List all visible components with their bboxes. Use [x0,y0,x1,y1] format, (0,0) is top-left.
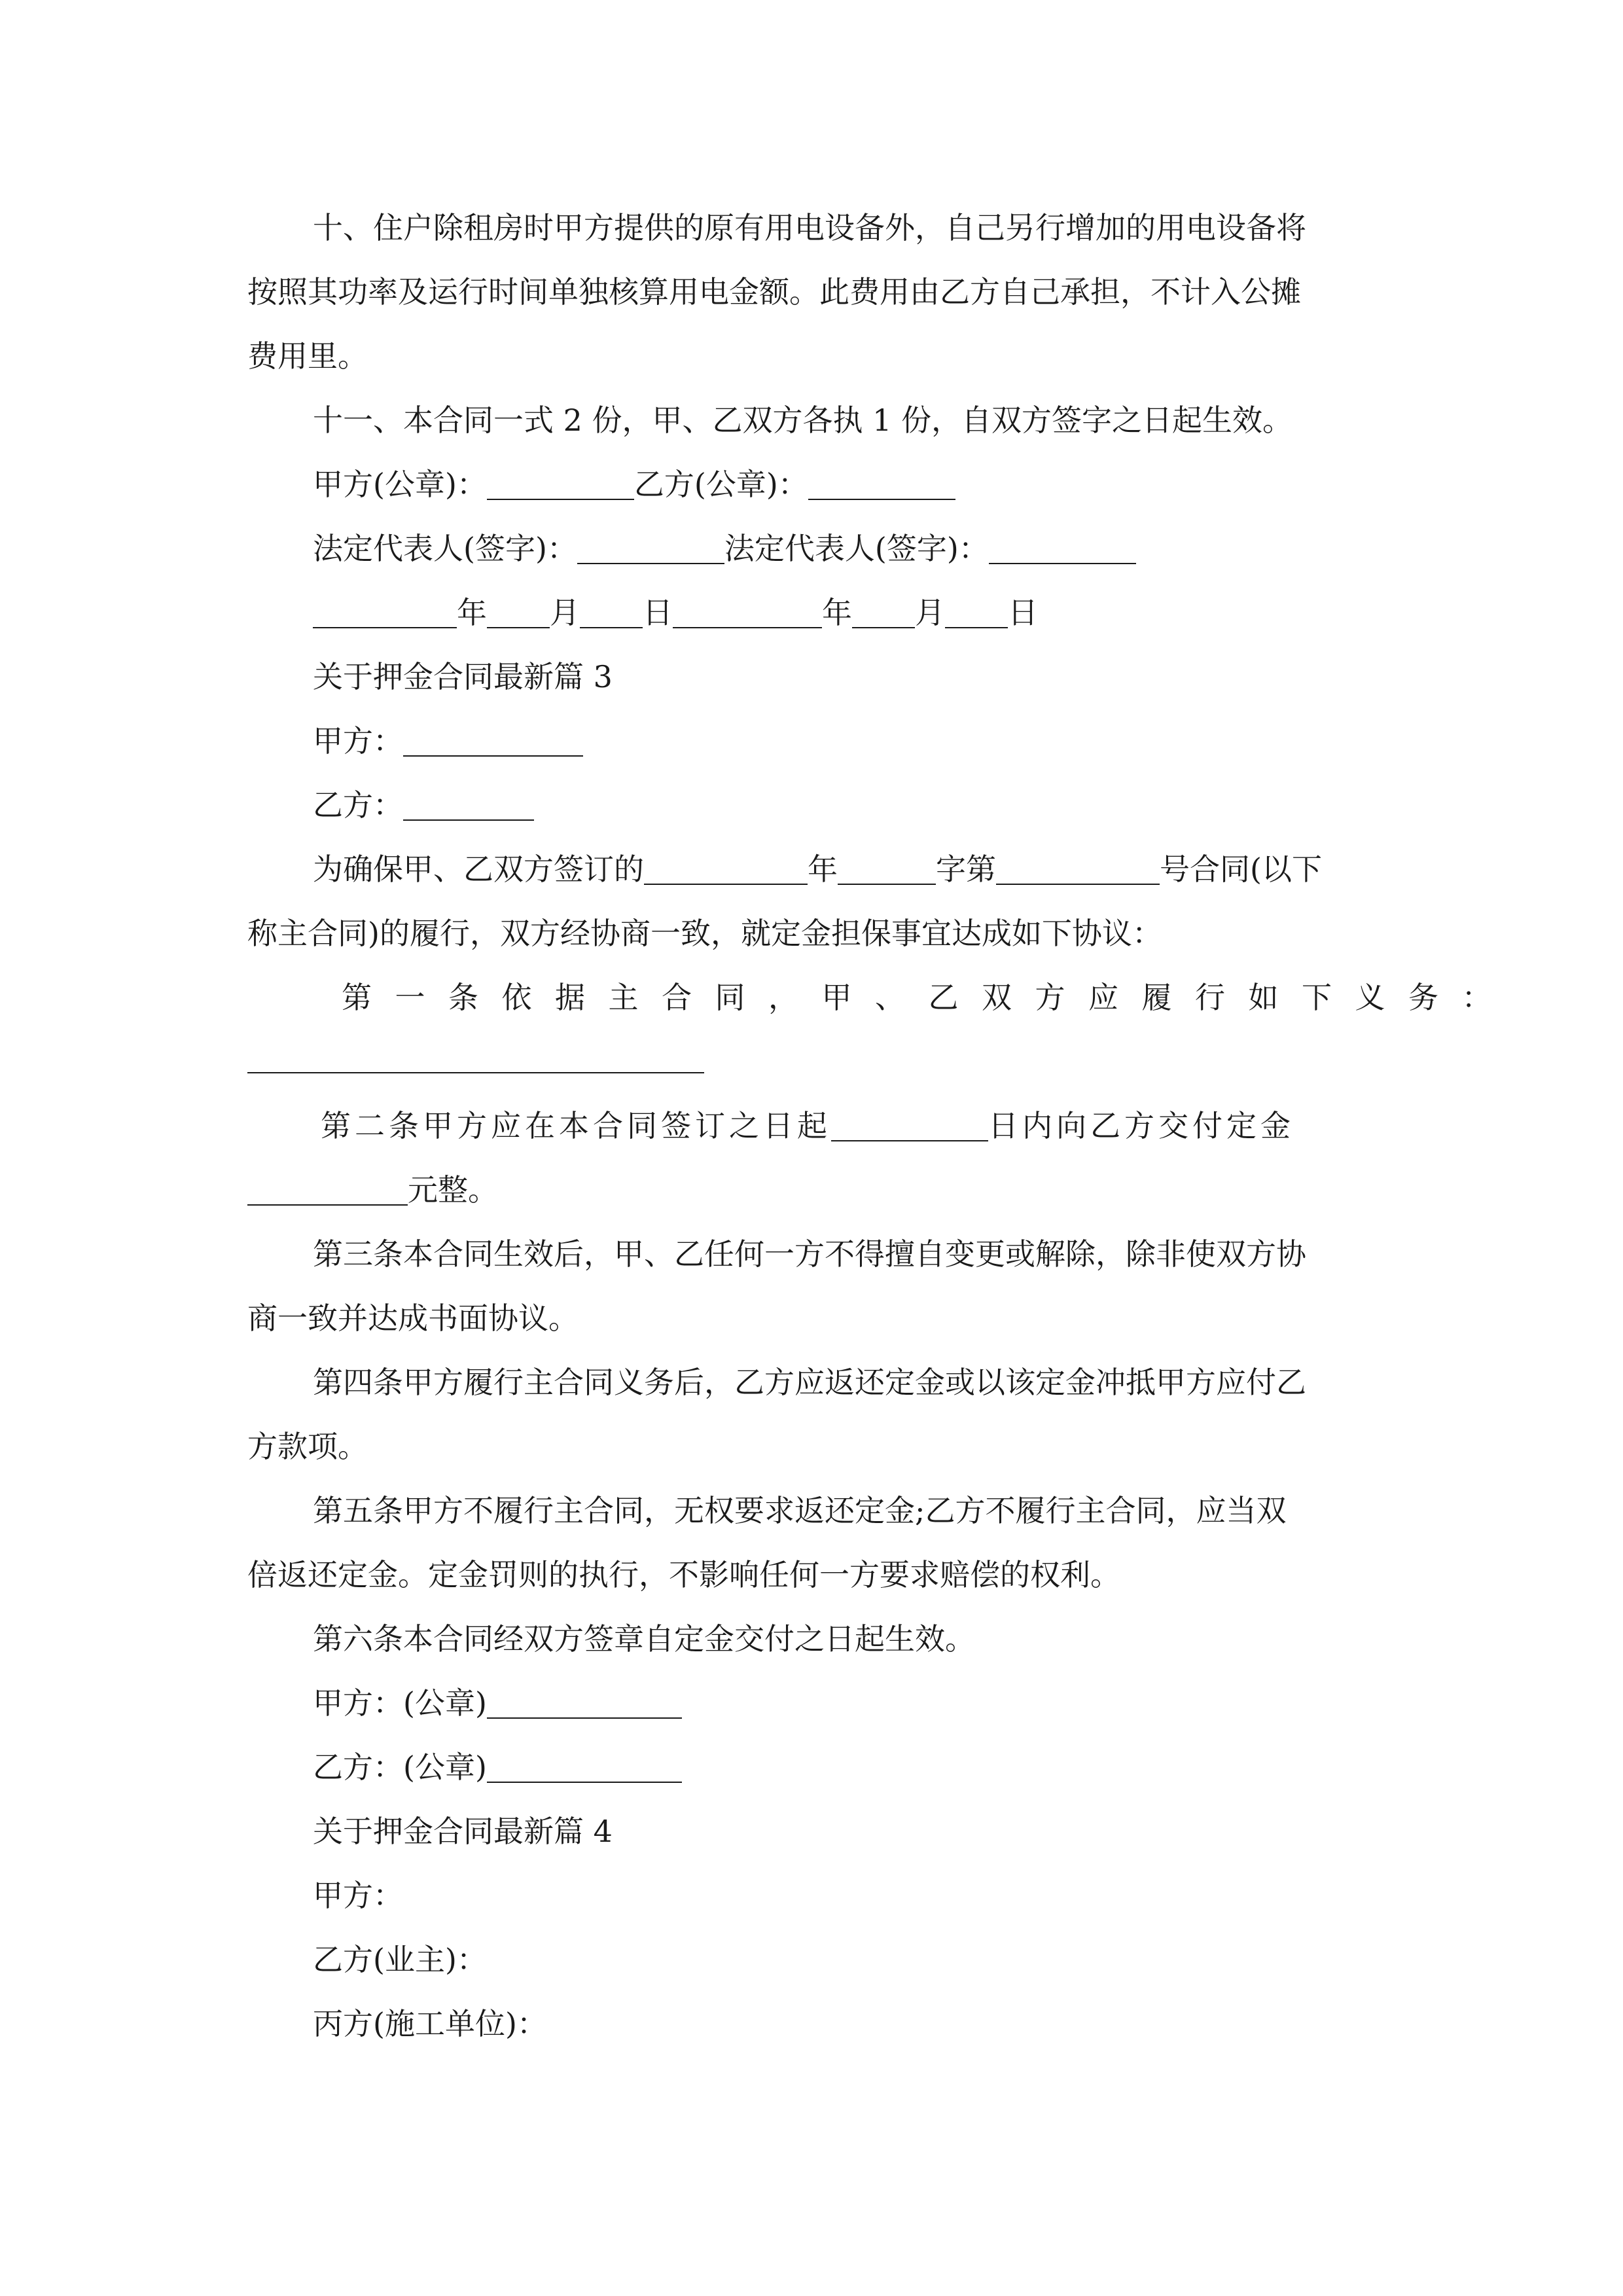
signature-row-representative [313,529,1136,568]
s3-sign-b-label: 乙方：(公章) [313,1749,487,1785]
article-5-line-2: 倍返还定金。定金罚则的执行，不影响任何一方要求赔偿的权利。 [247,1557,1120,1592]
article-1: 第一条依据主合同，甲、乙双方应履行如下义务： [342,980,1515,1015]
article-3-line-2: 商一致并达成书面协议。 [247,1300,579,1336]
party-a-rep-label: 法定代表人(签字)： [313,531,577,566]
s3-intro-line-2: 称主合同)的履行，双方经协商一致，就定金担保事宜达成如下协议： [247,916,1162,951]
article-2-days-blank[interactable] [831,1111,988,1141]
article-1-blank[interactable] [247,1072,704,1073]
paragraph-10-line-1: 十、住户除租房时甲方提供的原有用电设备外，自己另行增加的用电设备将 [313,210,1306,245]
paragraph-11: 十一、本合同一式 2 份，甲、乙双方各执 1 份，自双方签字之日起生效。 [313,403,1293,438]
date-b-year-blank[interactable] [673,598,822,628]
article-2-text-3: 元整。 [408,1172,498,1208]
s4-party-c: 丙方(施工单位)： [313,2006,547,2041]
article-2-text-2: 日内向乙方交付定金 [988,1108,1294,1143]
s3-party-a-label: 甲方： [313,723,403,759]
date-row [313,593,1038,632]
s3-party-b-label: 乙方： [313,787,403,823]
paragraph-10-line-3: 费用里。 [247,338,368,374]
s3-party-b-row [313,785,534,825]
date-a-year-blank[interactable] [313,598,457,628]
article-5-line-1: 第五条甲方不履行主合同，无权要求返还定金;乙方不履行主合同，应当双 [313,1493,1287,1528]
party-b-seal-blank[interactable] [808,470,955,500]
date-a-month-label: 月 [550,595,580,630]
paragraph-10-line-2: 按照其功率及运行时间单独核算用电金额。此费用由乙方自己承担，不计入公摊 [247,274,1301,310]
s3-intro-line-1 [313,850,1322,889]
article-2-text-1: 第二条甲方应在本合同签订之日起 [321,1108,831,1143]
date-b-month-label: 月 [915,595,945,630]
s3-sign-a-blank[interactable] [487,1689,682,1719]
s4-party-b: 乙方(业主)： [313,1942,487,1977]
party-a-rep-blank[interactable] [577,534,724,564]
s3-sign-b-row [313,1748,682,1787]
article-6: 第六条本合同经双方签章自定金交付之日起生效。 [313,1621,975,1657]
s3-sign-a-row [313,1683,682,1723]
article-4-line-1: 第四条甲方履行主合同义务后，乙方应返还定金或以该定金冲抵甲方应付乙 [313,1365,1306,1400]
s3-sign-b-blank[interactable] [487,1753,682,1783]
party-a-seal-label: 甲方(公章)： [313,467,487,502]
s3-intro-text-3: 字第 [936,852,996,887]
s3-intro-text-2: 年 [808,852,838,887]
s3-intro-text-1: 为确保甲、乙双方签订的 [313,852,644,887]
s3-party-a-blank[interactable] [403,726,583,757]
signature-row-seal [313,465,955,504]
date-b-day-blank[interactable] [945,598,1008,628]
party-b-seal-label: 乙方(公章)： [633,467,808,502]
s3-contract-year-blank[interactable] [644,855,808,885]
s3-contract-number-blank[interactable] [996,855,1160,885]
section-3-title: 关于押金合同最新篇 3 [313,659,613,694]
s3-party-b-blank[interactable] [403,791,534,821]
s3-party-a-row [313,721,583,761]
date-a-day-blank[interactable] [580,598,643,628]
article-2-line-1 [321,1106,1294,1145]
s4-party-a: 甲方： [313,1878,403,1913]
date-b-month-blank[interactable] [852,598,915,628]
article-2-amount-blank[interactable] [247,1175,408,1206]
date-a-year-label: 年 [457,595,487,630]
date-a-month-blank[interactable] [487,598,550,628]
date-a-day-label: 日 [643,595,673,630]
party-a-seal-blank[interactable] [487,470,634,500]
article-4-line-2: 方款项。 [247,1429,368,1464]
party-b-rep-blank[interactable] [989,534,1136,564]
party-b-rep-label: 法定代表人(签字)： [724,531,989,566]
date-b-day-label: 日 [1008,595,1038,630]
article-3-line-1: 第三条本合同生效后，甲、乙任何一方不得擅自变更或解除，除非使双方协 [313,1236,1306,1272]
article-2-line-2 [247,1170,498,1210]
s3-sign-a-label: 甲方：(公章) [313,1685,487,1721]
s3-intro-text-4: 号合同(以下 [1160,852,1322,887]
date-b-year-label: 年 [822,595,852,630]
s3-contract-word-blank[interactable] [838,855,936,885]
section-4-title: 关于押金合同最新篇 4 [313,1814,613,1849]
